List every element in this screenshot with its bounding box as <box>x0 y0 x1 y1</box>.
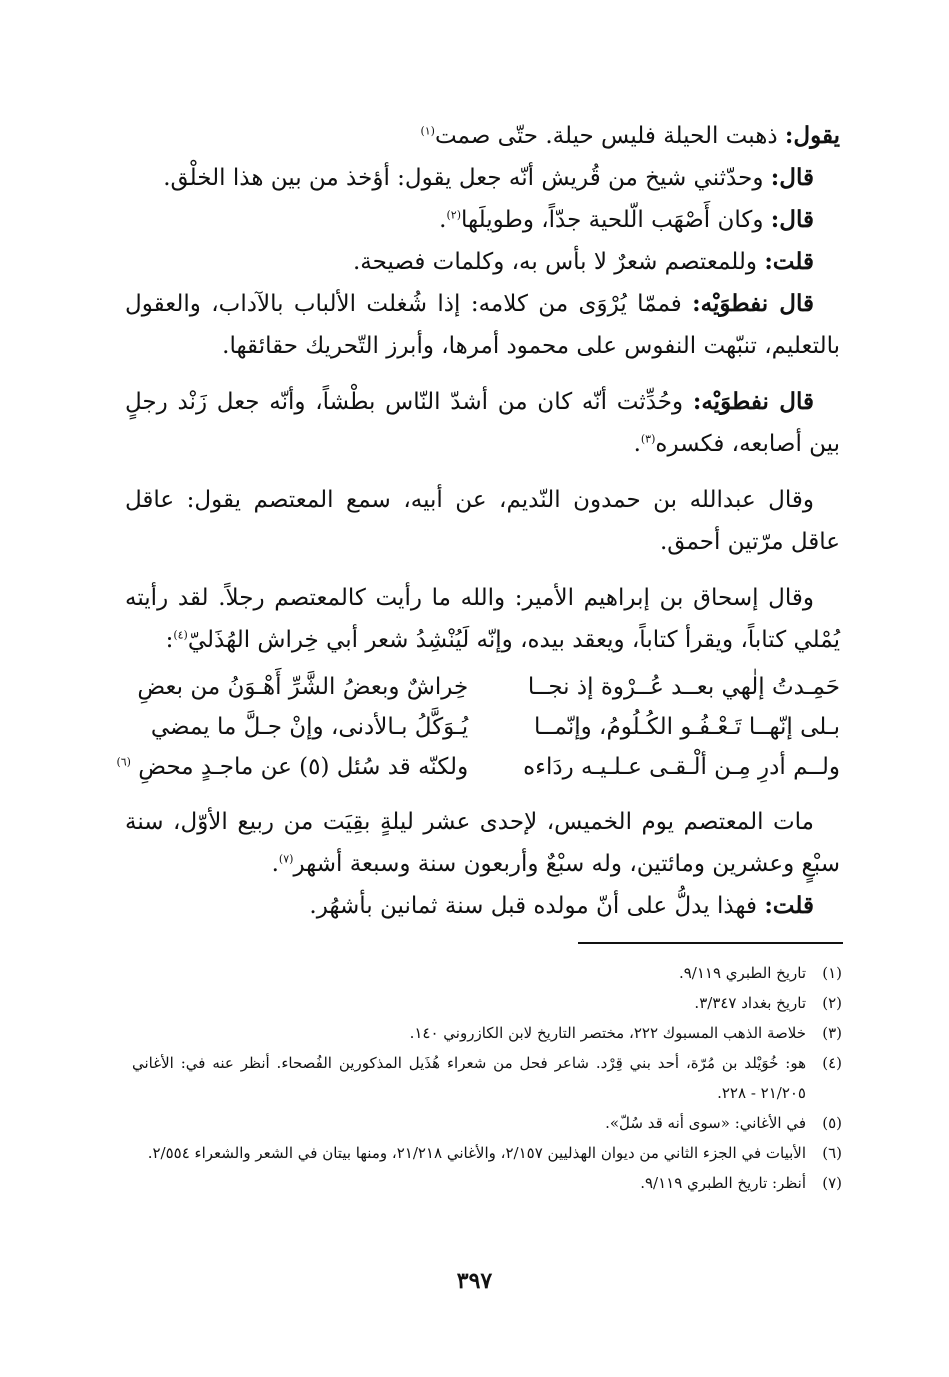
paragraph-text: وللمعتصم شعرٌ لا بأس به، وكلمات فصيحة. <box>353 249 765 275</box>
lead-word: قال: <box>770 164 814 191</box>
lead-word: وقال <box>768 487 814 513</box>
paragraph-text: عبدالله بن حمدون النّديم، عن أبيه، سمع المعتصم يقول: عاقل عاقل مرّتين أحمق. <box>125 487 840 555</box>
lead-word: قلت: <box>764 892 814 919</box>
poem <box>116 667 840 787</box>
verse-line <box>125 707 840 747</box>
footnote-number: (٣) <box>822 1024 842 1042</box>
paragraph-4 <box>125 241 840 283</box>
paragraph-text: وكان أَصْهَب الّلحية جدّاً، وطويلَها <box>461 207 771 233</box>
footnote-text: أنظر: تاريخ الطبري ٩/١١٩. <box>640 1174 806 1192</box>
lead-word: يقول: <box>784 122 840 149</box>
footnote-text: تاريخ الطبري ٩/١١٩. <box>678 964 806 982</box>
verse-first-hemistich: بـلى إنّهــا تَـعْـفُـو الكُـلُومُ، وإنّمــا <box>534 714 840 740</box>
verse-first-hemistich: ولــم أدرِ مِـن ألْـقـى عـلـيـه ردَاءه <box>523 754 840 780</box>
footnote-number: (٥) <box>822 1114 842 1132</box>
footnote-item <box>132 1138 842 1168</box>
footnote-text: في الأغاني: «سوى أنه قد سُلّ». <box>605 1114 806 1132</box>
footnote-text: هو: خُوَيْلد بن مُرّة، أحد بني قِرْد. شاعر فحل من شعراء هُذَيل المذكورين الفُصحاء. أنظر عنه في: الأغاني ٢١/٢٠٥ - ٢٢٨. <box>132 1054 806 1102</box>
footnote-item <box>132 1108 842 1138</box>
footnote-ref[interactable]: (٦) <box>116 755 131 769</box>
page-number: ٣٩٧ <box>456 1268 493 1294</box>
paragraph-text: وحُدِّثت أنّه كان من أشدّ النّاس بطْشاً، وأنّه جعل زَنْد رجلٍ بين أصابعه، فكسره <box>125 389 840 457</box>
footnote-ref[interactable]: (٤) <box>173 628 188 642</box>
footnote-item <box>132 988 842 1018</box>
verse-second-hemistich: ولكنّه قد سُئل (٥) عن ماجـدٍ محضِ $^{(٦)}$ <box>116 754 469 780</box>
footnote-ref[interactable]: (٧) <box>278 852 294 866</box>
verse-line <box>125 667 840 707</box>
footnote-item <box>132 1048 842 1108</box>
footnotes <box>132 958 842 1198</box>
paragraph-10 <box>125 885 840 927</box>
footnote-number: (٧) <box>822 1174 842 1192</box>
lead-word: قال: <box>770 206 814 233</box>
paragraph-8: وقال إسحاق بن إبراهيم الأمير: والله ما رأيت كالمعتصم رجلاً. لقد رأيته يُمْلي كتاباً، ويقرأ كتاباً، ويعقد بيده، وإنّه لَيُنْشِدُ شعر أبي خِراش الهُذَليّ$^{(٤)}$: <box>125 585 840 653</box>
paragraph-text: فممّا يُرْوَى من كلامه: إذا شُغلت الألباب بالآداب، والعقول بالتعليم، تنبّهت النفوس على محمود أمرها، وأبرز التّحريك حقائقها. <box>125 291 840 359</box>
verse-second-hemistich: خِراشٌ وبعضُ الشَّرِّ أَهْـوَنُ من بعضِ <box>137 674 469 700</box>
lead-word: قال نفطوَيْه: <box>692 290 815 317</box>
page-body <box>116 115 840 927</box>
paragraph-text: وحدّثني شيخ من قُريش أنّه جعل يقول: أؤخذ من بين هذا الخلْق. <box>163 165 771 191</box>
footnote-item <box>132 1168 842 1198</box>
paragraph-2 <box>125 157 840 199</box>
paragraph-9: مات المعتصم يوم الخميس، لإحدى عشر ليلةٍ بقِيَت من ربيع الأوّل، سنة سبْعٍ وعشرين ومائتين، وله سبْعٌ وأربعون سنة وسبعة أشهر$^{(٧)}$. <box>125 809 840 877</box>
lead-word: وقال <box>768 585 814 611</box>
lead-word: مات <box>773 809 814 835</box>
verse-first-hemistich: حَمِـدتُ إلٰهي بعــد عُــرْوة إذ نجــا <box>527 674 840 700</box>
footnote-ref[interactable]: (٢) <box>446 208 461 222</box>
footnote-item <box>132 1018 842 1048</box>
footnote-number: (١) <box>822 964 842 982</box>
footnote-ref[interactable]: (١) <box>420 124 435 138</box>
lead-word: قال نفطوَيْه: <box>692 388 815 415</box>
paragraph-3: قال: وكان أَصْهَب الّلحية جدّاً، وطويلَها$^{(٢)}$. <box>439 206 814 233</box>
paragraph-5 <box>125 283 840 367</box>
footnote-item <box>132 958 842 988</box>
footnote-number: (٢) <box>822 994 842 1012</box>
paragraph-text: فهذا يدلُّ على أنّ مولده قبل سنة ثمانين بأشهُر. <box>309 893 765 919</box>
footnote-separator <box>578 942 843 944</box>
footnote-text: تاريخ بغداد ٣/٣٤٧. <box>694 994 806 1012</box>
paragraph-1 <box>125 115 840 157</box>
footnote-text: خلاصة الذهب المسبوك ٢٢٢، مختصر التاريخ لابن الكازروني ١٤٠. <box>409 1024 806 1042</box>
footnote-ref[interactable]: (٣) <box>640 432 656 446</box>
lead-word: قلت: <box>764 248 814 275</box>
paragraph-text: إسحاق بن إبراهيم الأمير: والله ما رأيت كالمعتصم رجلاً. لقد رأيته يُمْلي كتاباً، ويقرأ كتاباً، ويعقد بيده، وإنّه لَيُنْشِدُ شعر أبي خِراش الهُذَليّ <box>125 585 840 653</box>
verse-second-hemistich: يُـوَكَّلُ بـالأدنى، وإنْ جـلَّ ما يمضي <box>150 714 469 740</box>
verse-line <box>116 747 840 787</box>
paragraph-7 <box>125 479 840 563</box>
footnote-text: الأبيات في الجزء الثاني من ديوان الهذليين ٢/١٥٧، والأغاني ٢١/٢١٨، ومنها بيتان في الشعر والشعراء ٢/٥٥٤. <box>147 1144 806 1162</box>
footnote-number: (٤) <box>822 1054 842 1072</box>
paragraph-text: المعتصم يوم الخميس، لإحدى عشر ليلةٍ بقِيَت من ربيع الأوّل، سنة سبْعٍ وعشرين ومائتين، وله سبْعٌ وأربعون سنة وسبعة أشهر <box>125 809 840 877</box>
paragraph-6: قال نفطوَيْه: وحُدِّثت أنّه كان من أشدّ النّاس بطْشاً، وأنّه جعل زَنْد رجلٍ بين أصابعه، فكسره$^{(٣)}$. <box>125 388 840 457</box>
paragraph-text: ذهبت الحيلة فليس حيلة. حتّى صمت <box>434 123 785 149</box>
footnote-number: (٦) <box>822 1144 842 1162</box>
